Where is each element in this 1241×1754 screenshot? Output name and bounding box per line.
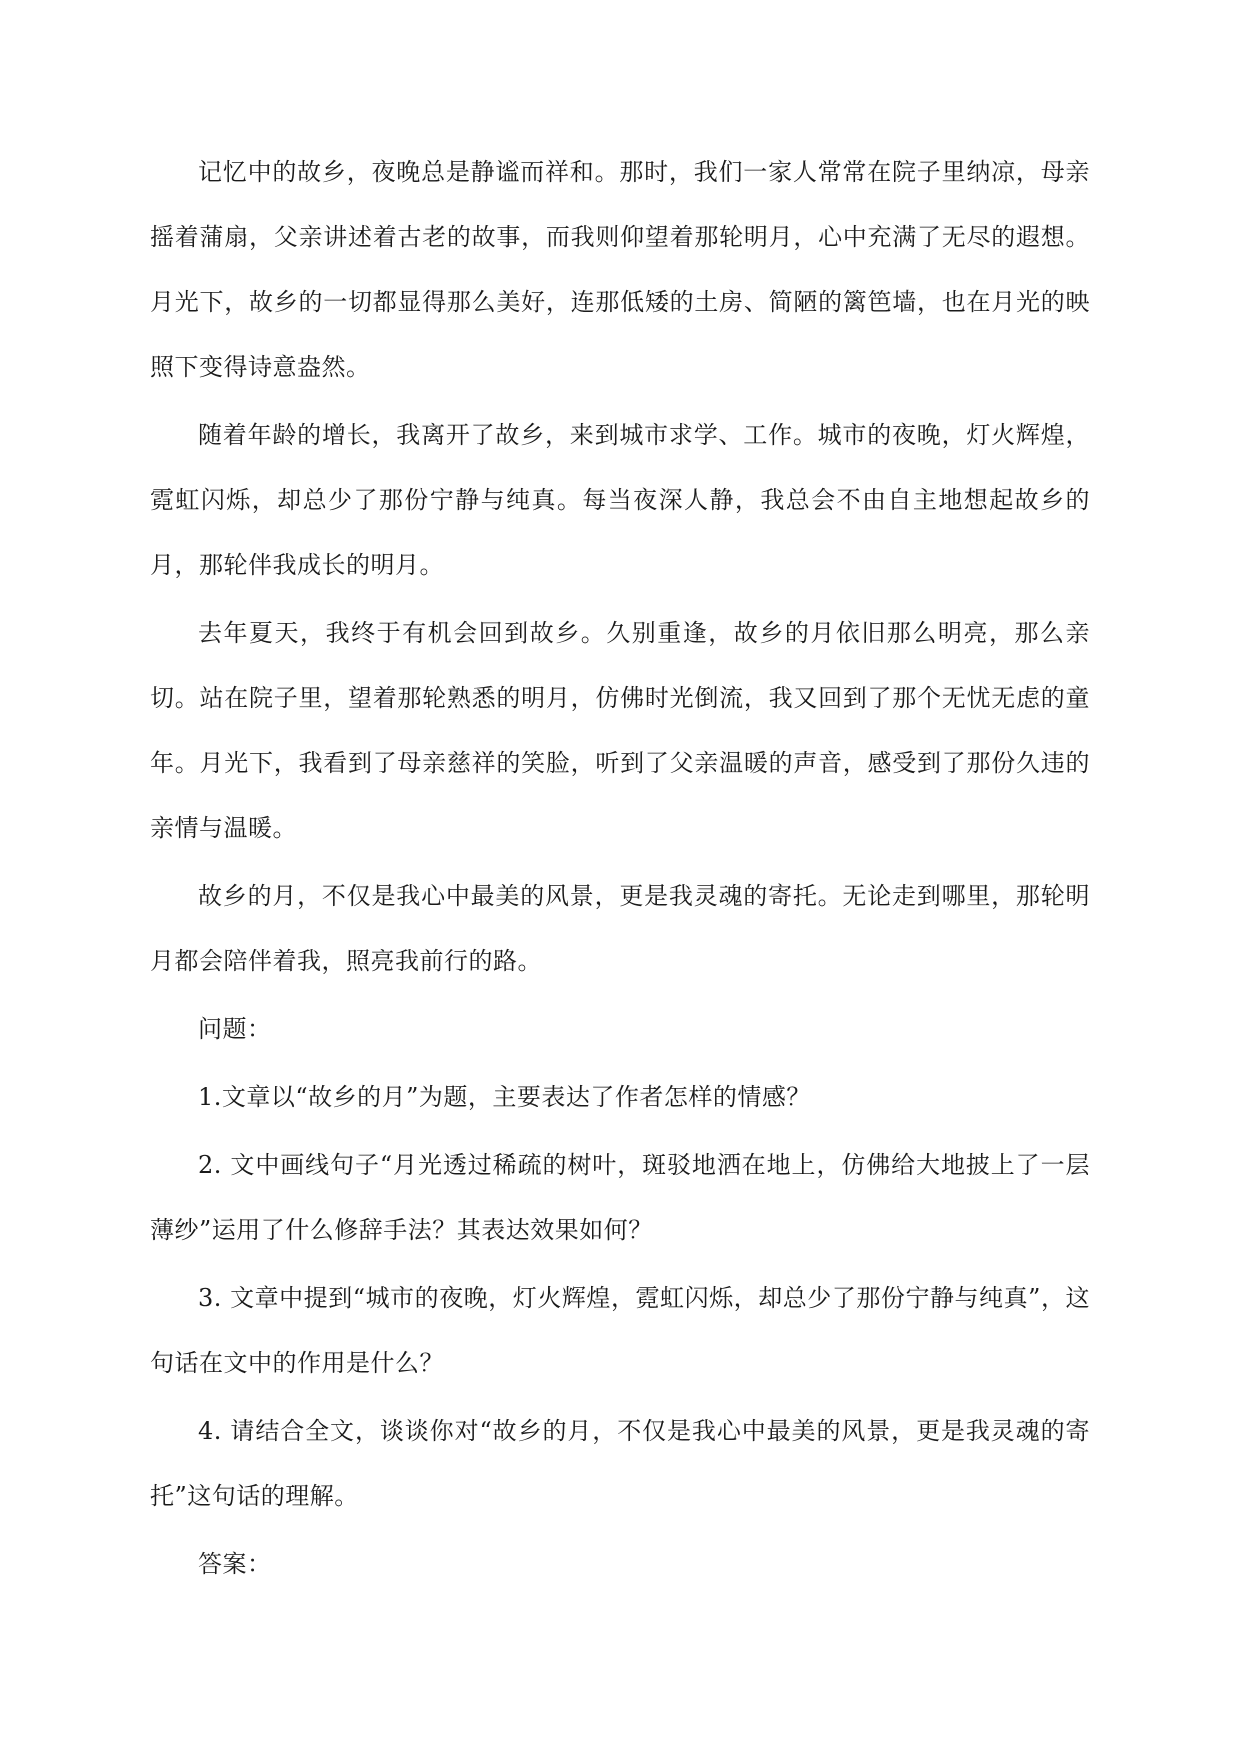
- body-paragraph-1: 记忆中的故乡，夜晚总是静谧而祥和。那时，我们一家人常常在院子里纳凉，母亲摇着蒲扇，父亲讲述着古老的故事，而我则仰望着那轮明月，心中充满了无尽的遐想。月光下，故乡的一切都显得那么美好，连那低矮的土房、简陋的篱笆墙，也在月光的映照下变得诗意盎然。: [150, 158, 1090, 381]
- question-2: 2. 文中画线句子“月光透过稀疏的树叶，斑驳地洒在地上，仿佛给大地披上了一层薄纱”运用了什么修辞手法？其表达效果如何？: [150, 1151, 1090, 1244]
- question-4: 4. 请结合全文，谈谈你对“故乡的月，不仅是我心中最美的风景，更是我灵魂的寄托”这句话的理解。: [150, 1417, 1090, 1510]
- questions-heading: 问题：: [198, 1015, 272, 1043]
- body-paragraph-3: 去年夏天，我终于有机会回到故乡。久别重逢，故乡的月依旧那么明亮，那么亲切。站在院子里，望着那轮熟悉的明月，仿佛时光倒流，我又回到了那个无忧无虑的童年。月光下，我看到了母亲慈祥的笑脸，听到了父亲温暖的声音，感受到了那份久违的亲情与温暖。: [150, 619, 1090, 842]
- document-page: [150, 140, 1090, 1597]
- body-paragraph-4: 故乡的月，不仅是我心中最美的风景，更是我灵魂的寄托。无论走到哪里，那轮明月都会陪伴着我，照亮我前行的路。: [150, 882, 1090, 975]
- question-3: 3. 文章中提到“城市的夜晚，灯火辉煌，霓虹闪烁，却总少了那份宁静与纯真”，这句话在文中的作用是什么？: [150, 1284, 1090, 1377]
- answers-heading: 答案：: [198, 1550, 272, 1578]
- question-1: 1.文章以“故乡的月”为题，主要表达了作者怎样的情感？: [198, 1083, 811, 1111]
- body-paragraph-2: 随着年龄的增长，我离开了故乡，来到城市求学、工作。城市的夜晚，灯火辉煌，霓虹闪烁，却总少了那份宁静与纯真。每当夜深人静，我总会不由自主地想起故乡的月，那轮伴我成长的明月。: [150, 421, 1090, 579]
